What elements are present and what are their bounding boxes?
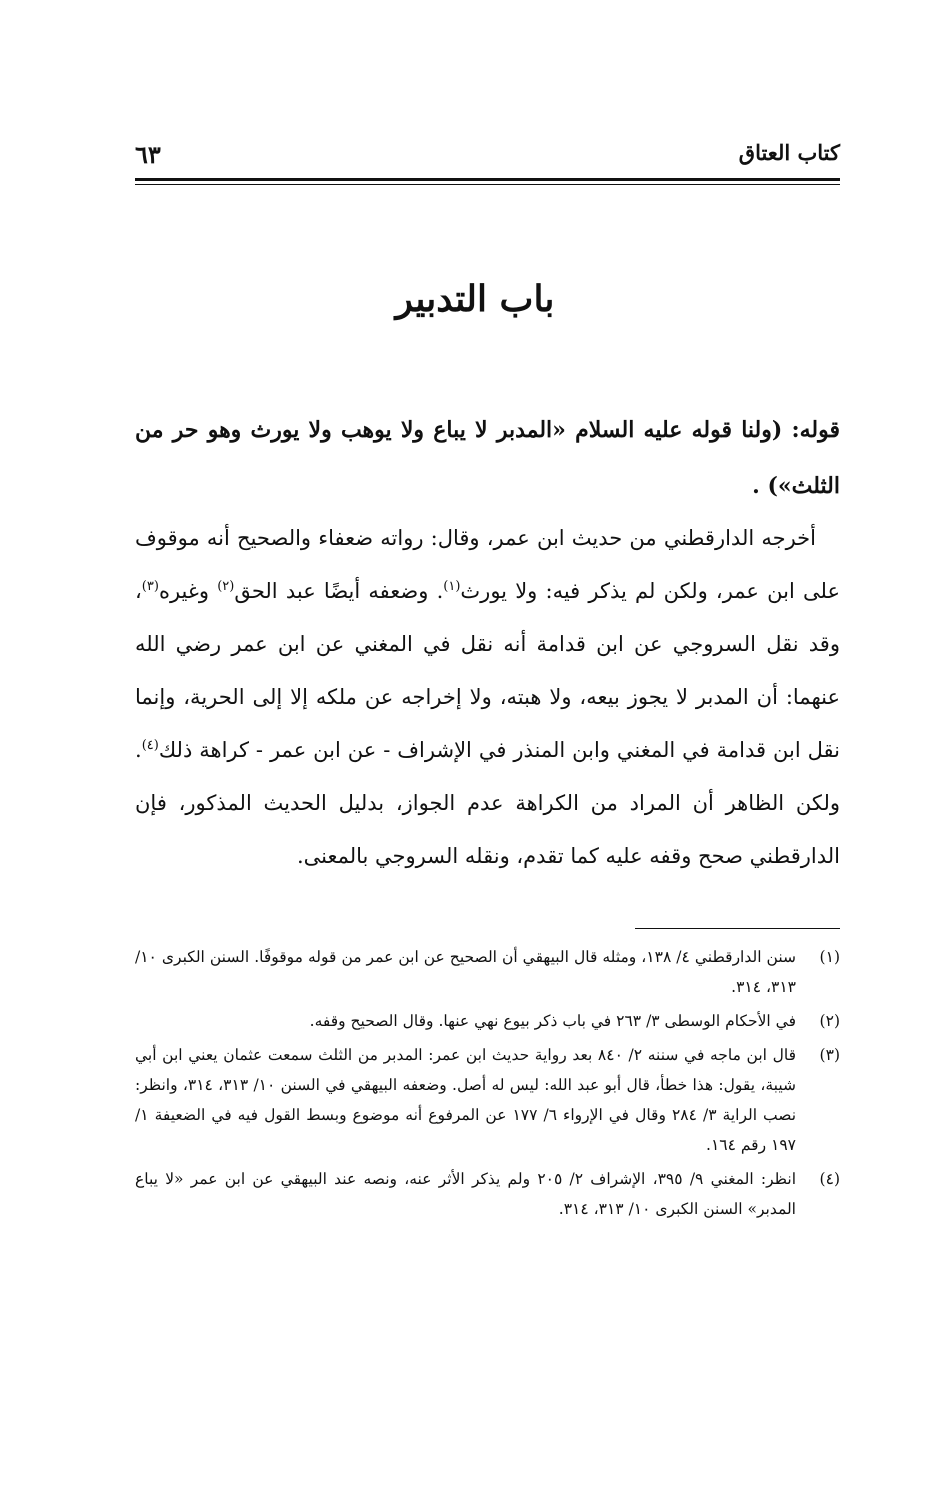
footnote-ref: (٢) xyxy=(217,579,235,594)
footnote-ref: (٤) xyxy=(141,738,159,753)
header-rule-thick xyxy=(135,178,840,181)
body-segment: . وضعفه أيضًا عبد الحق xyxy=(234,579,444,603)
footnote-text: سنن الدارقطني ٤/ ١٣٨، ومثله قال البيهقي أن الصحيح عن ابن عمر من قوله موقوفًا. السنن الكبرى ١٠/ ٣١٣، ٣١٤. xyxy=(135,948,797,996)
footnote-text: في الأحكام الوسطى ٣/ ٢٦٣ في باب ذكر بيوع نهي عنها. وقال الصحيح وقفه. xyxy=(309,1012,796,1030)
page-number: ٦٣ xyxy=(135,140,161,169)
footnote xyxy=(135,1040,840,1160)
footnote-number: (٣) xyxy=(819,1046,840,1064)
body-paragraph xyxy=(135,512,840,883)
body-segment: أخرجه الدارقطني من حديث ابن عمر، وقال: رواته ضعفاء والصحيح أنه موقوف على ابن عمر، ولكن لم يذكر فيه: ولا يورث xyxy=(135,526,840,603)
footnote-number: (١) xyxy=(819,948,840,966)
commentary-quote: قوله: (ولنا قوله عليه السلام «المدبر لا يباع ولا يوهب ولا يورث وهو حر من الثلث») . xyxy=(135,417,840,499)
footnote-number: (٤) xyxy=(819,1170,840,1188)
footnote xyxy=(135,1006,840,1036)
footnote-separator xyxy=(635,928,840,929)
footnote-ref: (٣) xyxy=(141,579,159,594)
footnote-text: انظر: المغني ٩/ ٣٩٥، الإشراف ٢/ ٢٠٥ ولم يذكر الأثر عنه، ونصه عند البيهقي عن ابن عمر «لا يباع المدبر» السنن الكبرى ١٠/ ٣١٣، ٣١٤. xyxy=(135,1170,797,1218)
running-header-title: كتاب العتاق xyxy=(738,140,840,165)
footnote xyxy=(135,942,840,1002)
footnotes xyxy=(135,942,840,1228)
body-text xyxy=(135,512,840,883)
footnote xyxy=(135,1164,840,1224)
footnote-text: قال ابن ماجه في سننه ٢/ ٨٤٠ بعد رواية حديث ابن عمر: المدبر من الثلث سمعت عثمان يعني ابن أبي شيبة، يقول: هذا خطأ، قال أبو عبد الله: ليس له أصل. وضعفه البيهقي في السنن ١٠/ ٣١٣، ٣١٤، وانظر: نصب الراية ٣/ ٢٨٤ وقال في الإرواء ٦/ ١٧٧ عن المرفوع أنه موضوع وبسط القول فيه في الضعيفة ١/ ١٩٧ رقم ١٦٤. xyxy=(135,1046,797,1154)
footnote-ref: (١) xyxy=(443,579,461,594)
body-segment: . ولكن الظاهر أن المراد من الكراهة عدم الجواز، بدليل الحديث المذكور، فإن الدارقطني صحح وقفه عليه كما تقدم، ونقله السروجي بالمعنى. xyxy=(135,738,840,868)
running-header xyxy=(135,140,840,176)
header-rule-thin xyxy=(135,184,840,185)
body-segment: وغيره xyxy=(158,579,218,603)
body-segment: ، وقد نقل السروجي عن ابن قدامة أنه نقل في المغني عن ابن عمر رضي الله عنهما: أن المدبر لا يجوز بيعه، ولا هبته، ولا إخراجه عن ملكه إلا إلى الحرية، وإنما نقل ابن قدامة في المغني وابن المنذر في الإشراف - عن ابن عمر - كراهة ذلك xyxy=(135,579,840,762)
chapter-title: باب التدبير xyxy=(395,278,555,320)
footnote-number: (٢) xyxy=(819,1012,840,1030)
